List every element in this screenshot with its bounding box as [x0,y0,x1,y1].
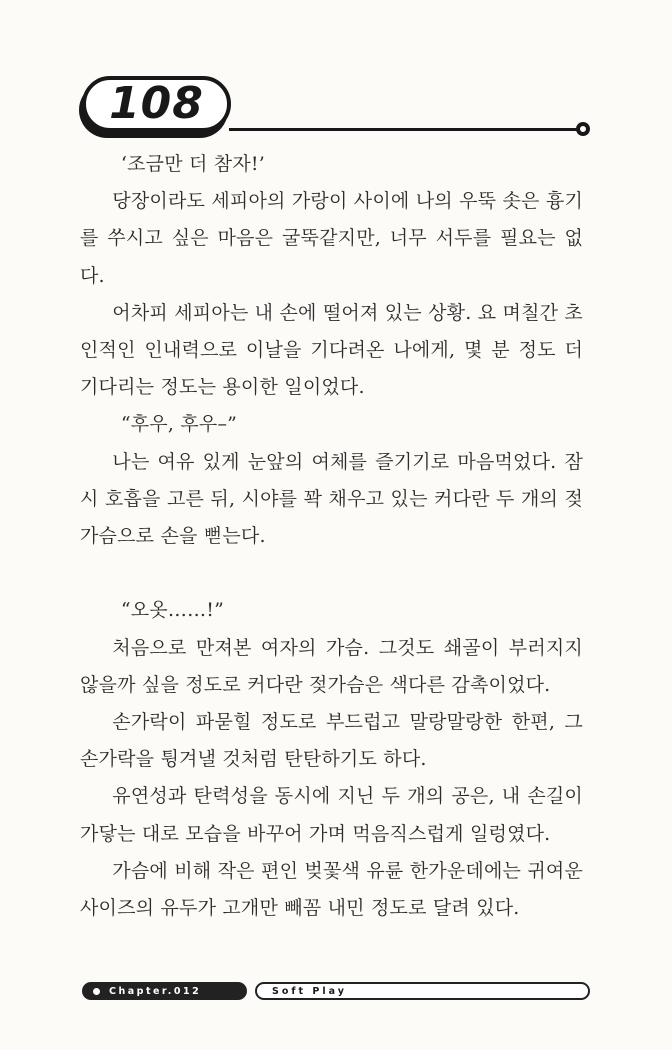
section-gap [80,555,583,592]
text-body [80,146,583,927]
section-label: Soft Play [272,985,347,997]
paragraph: 어차피 세피아는 내 손에 떨어져 있는 상황. 요 며칠간 초인적인 인내력으로 이날을 기다려온 나에게, 몇 분 정도 더 기다리는 정도는 용이한 일이었다. [80,301,583,399]
paragraph: 당장이라도 세피아의 가랑이 사이에 나의 우뚝 솟은 흉기를 쑤시고 싶은 마음은 굴뚝같지만, 너무 서두를 필요는 없다. [80,190,583,287]
paragraph: 유연성과 탄력성을 동시에 지닌 두 개의 공은, 내 손길이 가닿는 대로 모습을 바꾸어 가며 먹음직스럽게 일렁였다. [80,785,583,845]
paragraph: 처음으로 만져본 여자의 가슴. 그것도 쇄골이 부러지지 않을까 싶을 정도로 커다란 젖가슴은 색다른 감촉이었다. [80,636,583,696]
dialogue-line: “후우, 후우–” [120,413,238,436]
header-rule [229,128,578,131]
paragraph: 손가락이 파묻힐 정도로 부드럽고 말랑말랑한 한편, 그 손가락을 튕겨낼 것처럼 탄탄하기도 하다. [80,711,583,771]
paragraph: 가슴에 비해 작은 편인 벚꽃색 유륜 한가운데에는 귀여운 사이즈의 유두가 고개만 빼꼼 내민 정도로 달려 있다. [80,859,583,920]
chapter-badge [82,982,247,1000]
page-number-box [82,76,231,132]
bullet-dot-icon [93,988,100,995]
paragraph: 나는 여유 있게 눈앞의 여체를 즐기기로 마음먹었다. 잠시 호흡을 고른 뒤, 시야를 꽉 채우고 있는 커다란 두 개의 젖가슴으로 손을 뻗는다. [80,450,583,548]
header-ring-icon [576,122,590,136]
page-number: 108 [109,77,204,129]
dialogue-line: ‘조금만 더 참자!’ [120,153,265,175]
dialogue-line: “오옷……!” [120,599,225,622]
chapter-label: Chapter.012 [109,985,202,997]
section-badge [255,982,590,1000]
